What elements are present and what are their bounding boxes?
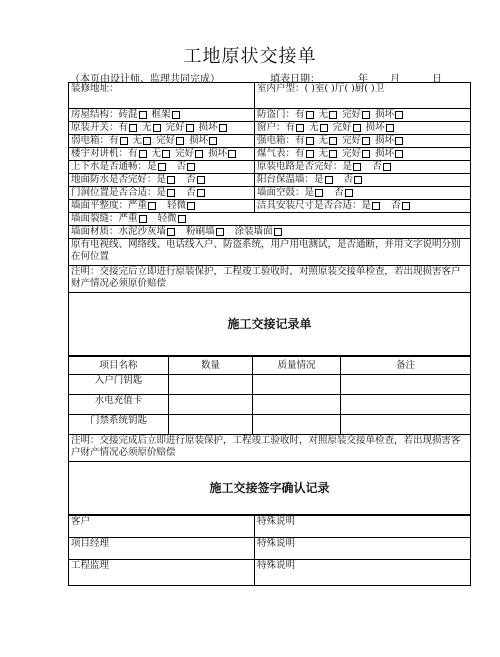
- checkbox-icon[interactable]: [167, 189, 175, 197]
- checkbox-icon[interactable]: [219, 124, 227, 132]
- checkbox-icon[interactable]: [353, 124, 361, 132]
- checkbox-icon[interactable]: [329, 111, 337, 119]
- item-door-key: 入户门钥匙: [69, 375, 169, 395]
- checkbox-icon[interactable]: [139, 111, 147, 119]
- checkbox-icon[interactable]: [296, 124, 304, 132]
- quantity-cell[interactable]: [169, 375, 253, 395]
- checkbox-icon[interactable]: [129, 124, 137, 132]
- power-switch-cell: 原装开关：有 无 完好 损坏: [69, 122, 255, 135]
- checkbox-icon[interactable]: [362, 137, 370, 145]
- table-row: [69, 375, 471, 395]
- header-quantity: 数量: [169, 357, 253, 375]
- subtitle-note: （本页由设计师、监理共同完成）: [70, 74, 220, 85]
- floor-waterproof-cell: 地面防水是否完好：是 否: [69, 174, 255, 187]
- checkbox-icon[interactable]: [216, 228, 224, 236]
- quality-cell[interactable]: [253, 375, 341, 395]
- record-title: 施工交接记录单: [69, 293, 471, 356]
- table-row: [69, 415, 471, 435]
- checkbox-icon[interactable]: [306, 150, 314, 158]
- item-access-key: 门禁系统钥匙: [69, 415, 169, 435]
- checkbox-icon[interactable]: [362, 150, 370, 158]
- checkbox-icon[interactable]: [402, 202, 410, 210]
- special-note-cell[interactable]: 特殊说明: [255, 516, 471, 538]
- checkbox-icon[interactable]: [395, 111, 403, 119]
- checkbox-icon[interactable]: [148, 202, 156, 210]
- special-note-cell[interactable]: 特殊说明: [255, 538, 471, 560]
- checkbox-icon[interactable]: [274, 228, 282, 236]
- table-row: [69, 538, 471, 560]
- form-title: 工地原状交接单: [183, 46, 317, 67]
- checkbox-icon[interactable]: [197, 189, 205, 197]
- wall-crack-cell: 墙面裂缝：严重 轻微: [69, 213, 471, 226]
- checkbox-icon[interactable]: [167, 228, 175, 236]
- supervisor-cell[interactable]: 工程监理: [69, 560, 255, 586]
- house-structure-cell: 房屋结构：砖混 框架: [69, 109, 255, 122]
- record-table: [68, 356, 471, 515]
- item-utility-card: 水电充值卡: [69, 395, 169, 415]
- balcony-cell: 阳台保温墙：是 否: [255, 174, 471, 187]
- checkbox-icon[interactable]: [139, 215, 147, 223]
- checkbox-icon[interactable]: [195, 150, 203, 158]
- checkbox-icon[interactable]: [306, 111, 314, 119]
- header-quality: 质量情况: [253, 357, 341, 375]
- checkbox-icon[interactable]: [228, 150, 236, 158]
- checkbox-icon[interactable]: [306, 137, 314, 145]
- wall-flat-cell: 墙面平整度：严重 轻微: [69, 200, 255, 213]
- sign-table: [68, 515, 471, 586]
- table-row: [69, 560, 471, 586]
- checkbox-icon[interactable]: [176, 137, 184, 145]
- sign-title: 施工交接签字确认记录: [69, 462, 471, 515]
- checkbox-icon[interactable]: [120, 137, 128, 145]
- gas-meter-cell: 煤气表：有 无 完好 损坏: [255, 148, 471, 161]
- checkbox-icon[interactable]: [186, 124, 194, 132]
- checkbox-icon[interactable]: [329, 150, 337, 158]
- checkbox-icon[interactable]: [345, 189, 353, 197]
- intercom-cell: 楼宇对讲机：有 无 完好 损坏: [69, 148, 255, 161]
- strong-box-cell: 强电箱：有 无 完好 损坏: [255, 135, 471, 148]
- checkbox-icon[interactable]: [329, 137, 337, 145]
- header-item-name: 项目名称: [69, 357, 169, 375]
- special-note-cell[interactable]: 特殊说明: [255, 560, 471, 586]
- site-status-table: [68, 82, 471, 356]
- checkbox-icon[interactable]: [383, 163, 391, 171]
- wall-hollow-cell: 墙面空鼓：是 否: [255, 187, 471, 200]
- protection-note-cell: 注明：交接完后立即进行原装保护，工程竣工验收时，对照原装交接单检查，若出现损害客户财产情况必须原价赔偿: [69, 266, 471, 293]
- table-row: [69, 395, 471, 415]
- checkbox-icon[interactable]: [395, 150, 403, 158]
- checkbox-icon[interactable]: [197, 176, 205, 184]
- checkbox-icon[interactable]: [178, 215, 186, 223]
- checkbox-icon[interactable]: [209, 137, 217, 145]
- drain-cell: 上下水是否通畅：是 否: [69, 161, 255, 174]
- quantity-cell[interactable]: [169, 395, 253, 415]
- checkbox-icon[interactable]: [187, 202, 195, 210]
- handover-sheet: [68, 82, 470, 586]
- project-manager-cell[interactable]: 项目经理: [69, 538, 255, 560]
- address-cell: 装修地址：: [69, 83, 255, 109]
- checkbox-icon[interactable]: [187, 163, 195, 171]
- checkbox-icon[interactable]: [325, 176, 333, 184]
- checkbox-icon[interactable]: [320, 124, 328, 132]
- checkbox-icon[interactable]: [354, 176, 362, 184]
- checkbox-icon[interactable]: [386, 124, 394, 132]
- table-row: [69, 516, 471, 538]
- checkbox-icon[interactable]: [143, 137, 151, 145]
- month-label: 月: [390, 74, 400, 85]
- remark-cell[interactable]: [341, 415, 471, 435]
- wall-material-cell: 墙面材质：水泥沙灰墙 粉刷墙 涂装墙面: [69, 226, 471, 239]
- security-door-cell: 防盗门：有 无 完好 损坏: [255, 109, 471, 122]
- sanitary-cell: 洁具安装尺寸是否合适：是 否: [255, 200, 471, 213]
- year-label: 年: [358, 74, 368, 85]
- checkbox-icon[interactable]: [153, 124, 161, 132]
- lines-note-cell: 原有电视线、网络线、电话线入户、防盗系统，用户用电测试，是否通断，并用文字说明分别在何位置: [69, 239, 471, 266]
- circuit-cell: 原装电路是否完好：是 否: [255, 161, 471, 174]
- checkbox-icon[interactable]: [395, 137, 403, 145]
- header-remark: 备注: [341, 357, 471, 375]
- quality-cell[interactable]: [253, 395, 341, 415]
- checkbox-icon[interactable]: [353, 163, 361, 171]
- checkbox-icon[interactable]: [158, 163, 166, 171]
- checkbox-icon[interactable]: [362, 111, 370, 119]
- checkbox-icon[interactable]: [372, 202, 380, 210]
- fill-date-label: 填表日期：: [270, 74, 320, 85]
- checkbox-icon[interactable]: [162, 150, 170, 158]
- door-hole-cell: 门洞位置是否合适：是 否: [69, 187, 255, 200]
- remark-cell[interactable]: [341, 395, 471, 415]
- checkbox-icon[interactable]: [315, 189, 323, 197]
- record-note-cell: 注明：交接完成后立即进行原装保护，工程竣工验收时，对照原装交接单检查，若出现损害客户财产情况必须原价赔偿: [69, 435, 471, 462]
- checkbox-icon[interactable]: [167, 176, 175, 184]
- quality-cell[interactable]: [253, 415, 341, 435]
- checkbox-icon[interactable]: [172, 111, 180, 119]
- customer-cell[interactable]: 客户: [69, 516, 255, 538]
- weak-box-cell: 弱电箱：有 无 完好 损坏: [69, 135, 255, 148]
- room-type-cell: 室内户型：( )室( )厅( )厨( )卫: [255, 83, 471, 109]
- remark-cell[interactable]: [341, 375, 471, 395]
- checkbox-icon[interactable]: [139, 150, 147, 158]
- quantity-cell[interactable]: [169, 415, 253, 435]
- day-label: 日: [432, 74, 442, 85]
- window-cell: 窗户：有 无 完好 损坏: [255, 122, 471, 135]
